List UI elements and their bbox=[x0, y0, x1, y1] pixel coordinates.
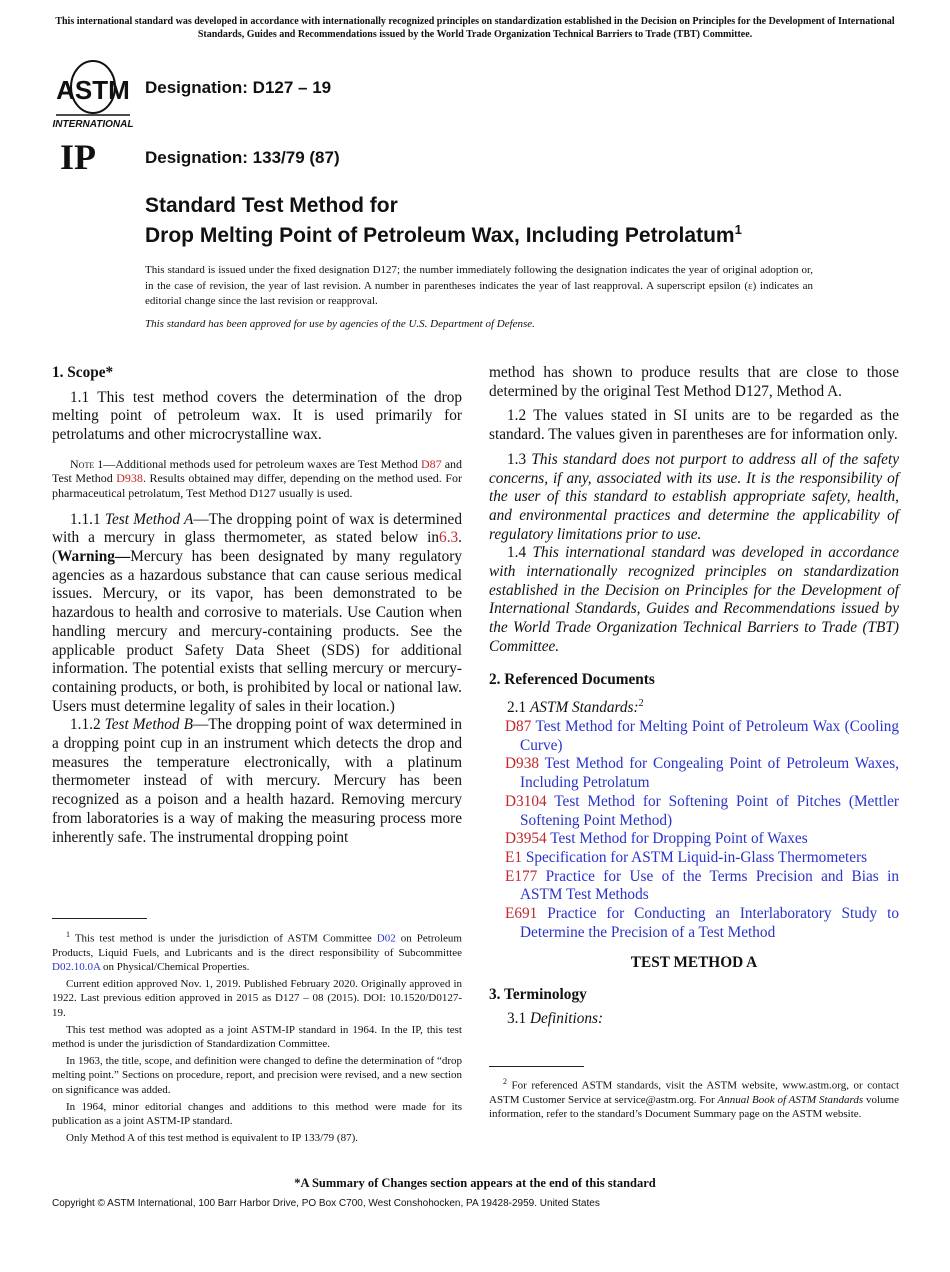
footnote-rule-left bbox=[52, 918, 147, 919]
copyright-line: Copyright © ASTM International, 100 Barr Harbor Drive, PO Box C700, West Conshohocken, PA 19428-2959. United States bbox=[52, 1198, 600, 1209]
para-1-2: 1.2 The values stated in SI units are to be regarded as the standard. The values given in parentheses are for information only. bbox=[489, 407, 899, 444]
method-a-heading: TEST METHOD A bbox=[630, 954, 758, 972]
link-d87[interactable]: D87 bbox=[420, 456, 442, 471]
reference-title[interactable]: Test Method for Dropping Point of Waxes bbox=[550, 830, 808, 848]
astm-logo bbox=[52, 55, 134, 133]
issuance-notice: This standard is issued under the fixed designation D127; the number immediately following the designation indicates the year of original adoption or, in the case of revision, the year of last revision. A number in parentheses indicates the year of last reapproval. A superscript epsilon (ε) indicates an editorial change since the last revision or reapproval. bbox=[145, 264, 813, 307]
document-title bbox=[145, 194, 905, 248]
reference-code[interactable]: D87 bbox=[505, 718, 532, 736]
reference-item[interactable] bbox=[489, 830, 899, 849]
para-3-1: 3.1 Definitions: bbox=[507, 1009, 604, 1027]
reference-item[interactable] bbox=[489, 905, 899, 942]
reference-code[interactable]: D3104 bbox=[505, 792, 547, 810]
para-2-1: 2.1 ASTM Standards:$^2$ bbox=[507, 698, 644, 717]
link-d02-10-0a[interactable]: D02.10.0A bbox=[52, 961, 101, 974]
footnote-rule-right bbox=[489, 1066, 584, 1067]
link-6-3[interactable]: 6.3 bbox=[439, 529, 459, 547]
para-1-1-2-cont: method has shown to produce results that are close to those determined by the original Test Method D127, Method A. bbox=[489, 364, 899, 400]
astm-logo-text: ASTM bbox=[56, 75, 130, 105]
reference-item[interactable] bbox=[489, 718, 899, 755]
link-d938[interactable]: D938 bbox=[116, 471, 143, 486]
footnote-1: $^1$ This test method is under the jurisdiction of ASTM Committee D02 on Petroleum Products, Liquid Fuels, and Lubricants and is the direct responsibility of Subcommittee D02.10.0A on Physical/Chemical Properties. Current edition approved Nov. 1, 2019. Published February 2020. Originally approved in 1922. Last previous edition approved in 2015 as D127 – 08 (2015). DOI: 10.1520/D0127-19. This test method was adopted as a joint ASTM-IP standard in 1964. In the IP, this test method is under the jurisdiction of Standardization Committee. In 1963, the title, scope, and definition were changed to define the determination of “drop melting point.” Sections on procedure, report, and precision were revised, and a new section on significance was added. In 1964, minor editorial changes and additions to this method were made for its publication as a joint ASTM-IP standard. Only Method A of this test method is equivalent to IP 133/79 (87). bbox=[52, 930, 462, 1145]
referenced-documents-list bbox=[489, 718, 899, 942]
reference-title[interactable]: Practice for Conducting an Interlaboratory Study to Determine the Precision of a Test Method bbox=[520, 905, 899, 941]
section-3-heading: 3. Terminology bbox=[489, 986, 587, 1004]
right-column bbox=[489, 364, 899, 1029]
title-line-2: Drop Melting Point of Petroleum Wax, Including Petrolatum bbox=[145, 224, 735, 247]
link-d02[interactable]: D02 bbox=[376, 932, 396, 945]
section-2-heading: 2. Referenced Documents bbox=[489, 670, 655, 688]
reference-item[interactable] bbox=[489, 793, 899, 830]
left-column bbox=[52, 364, 462, 847]
section-1-heading: 1. Scope* bbox=[52, 364, 114, 381]
dod-approval: This standard has been approved for use by agencies of the U.S. Department of Defense. bbox=[145, 318, 535, 330]
reference-title[interactable]: Test Method for Congealing Point of Petroleum Waxes, Including Petrolatum bbox=[520, 755, 899, 792]
para-1-4: 1.4 This international standard was developed in accordance with internationally recognized principles on standardization established in the Decision on Principles for the Development of International Standards, Guides and Recommendations issued by the World Trade Organization Technical Barriers to Trade (TBT) Committee. bbox=[489, 544, 899, 655]
designation-astm: Designation: D127 – 19 bbox=[145, 78, 332, 97]
reference-item[interactable] bbox=[489, 849, 899, 868]
reference-item[interactable] bbox=[489, 868, 899, 905]
reference-title[interactable]: Practice for Use of the Terms Precision and Bias in ASTM Test Methods bbox=[520, 867, 900, 904]
reference-item[interactable] bbox=[489, 755, 899, 792]
summary-of-changes-note: *A Summary of Changes section appears at the end of this standard bbox=[294, 1176, 656, 1190]
reference-code[interactable]: E1 bbox=[505, 848, 522, 866]
para-1-1-1: 1.1.1 Test Method A—The dropping point of wax is determined with a mercury in glass thermometer, as stated below in6.3. (Warning—Mercury has been designated by many regulatory agencies as a hazardous substance that can cause serious medical issues. Mercury, or its vapor, has been demonstrated to be hazardous to health and corrosive to materials. Use Caution when handling mercury and mercury-containing products. See the applicable product Safety Data Sheet (SDS) for additional information. The potential exists that selling mercury or mercury-containing products, or both, is prohibited by local or national law. Users must determine legality of sales in their location.) bbox=[52, 510, 462, 715]
title-line-1: Standard Test Method for bbox=[145, 194, 398, 217]
para-1-1: 1.1 This test method covers the determination of the drop melting point of petroleum wax. It is used primarily for petrolatums and other microcrystalline wax. bbox=[52, 388, 462, 444]
astm-logo-subtext: INTERNATIONAL bbox=[52, 119, 134, 130]
reference-title[interactable]: Test Method for Melting Point of Petroleum Wax (Cooling Curve) bbox=[520, 718, 899, 754]
reference-code[interactable]: D3954 bbox=[505, 830, 547, 848]
designation-ip: Designation: 133/79 (87) bbox=[145, 148, 340, 167]
reference-code[interactable]: E691 bbox=[505, 905, 538, 923]
ip-logo bbox=[60, 138, 104, 176]
para-1-1-2: 1.1.2 Test Method B—The dropping point of wax determined in a dropping point cup in an instrument which detects the drop and measures the temperature electronically, with a platinum thermometer instead of with mercury. Mercury has been recognized as a poison and a health hazard. Removing mercury from laboratories is a way of making the measuring process more inherently safe. The instrumental dropping point bbox=[52, 716, 462, 846]
ip-logo-text: IP bbox=[60, 137, 96, 177]
reference-code[interactable]: E177 bbox=[505, 867, 538, 885]
reference-title[interactable]: Specification for ASTM Liquid-in-Glass Thermometers bbox=[525, 848, 868, 866]
reference-code[interactable]: D938 bbox=[505, 755, 539, 773]
note-1: Note 1—Additional methods used for petroleum waxes are Test Method D87 and Test Method D938. Results obtained may differ, depending on the method used. For pharmaceutical petrolatum, Test Method D127 usually is used. bbox=[52, 456, 463, 500]
footnote-2: $^2$ For referenced ASTM standards, visit the ASTM website, www.astm.org, or contact ASTM Customer Service at service@astm.org. For Annual Book of ASTM Standards volume information, refer to the standard’s Document Summary page on the ASTM website. bbox=[489, 1077, 899, 1121]
para-1-3: 1.3 This standard does not purport to address all of the safety concerns, if any, associated with its use. It is the responsibility of the user of this standard to establish appropriate safety, health, and environmental practices and determine the applicability of regulatory limitations prior to use. bbox=[489, 450, 899, 543]
tbt-banner: This international standard was developed in accordance with internationally recognized principles on standardization established in the Decision on Principles for the Development of International Standards, Guides and Recommendations issued by the World Trade Organization Technical Barriers to Trade (TBT) Committee. bbox=[55, 16, 895, 40]
title-footnote-mark[interactable]: 1 bbox=[734, 222, 742, 237]
reference-title[interactable]: Test Method for Softening Point of Pitches (Mettler Softening Point Method) bbox=[520, 792, 899, 829]
